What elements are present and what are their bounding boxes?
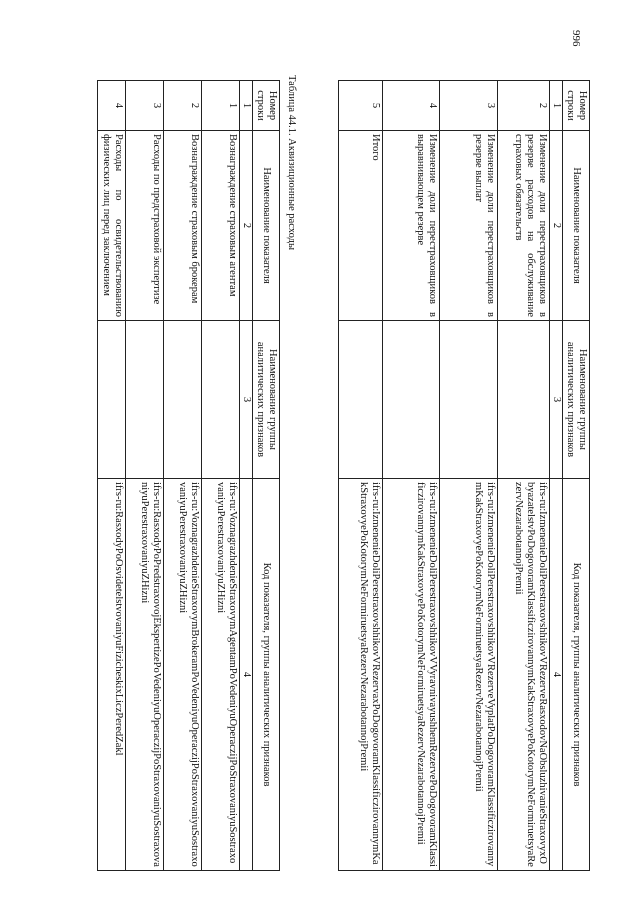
group-name (163, 321, 201, 479)
row-number: 3 (439, 81, 497, 131)
table-row (497, 81, 549, 871)
header-cell-indicator-name: Наименование показателя (252, 131, 279, 321)
acquisition-expenses-table (97, 80, 280, 871)
table-row (439, 81, 497, 871)
row-number: 1 (201, 81, 239, 131)
group-name (439, 321, 497, 479)
indicator-code: ifrs-ru:VoznagrazhdenieStraxovymBrokeramPoVedeniyuOperaczijPoStraxovaniyuSostraxovaniyuPerestraxovaniyuZHizni (163, 479, 201, 871)
header-cell-row-number: Номер строки (252, 81, 279, 131)
group-name (497, 321, 549, 479)
header-cell-group-name: Наименование группы аналитических признаков (562, 321, 589, 479)
page-number: 996 (570, 30, 582, 47)
table-row (201, 81, 239, 871)
indicator-code: ifrs-ru:RasxodyPoPredstraxovojEkspertizePoVedeniyuOperaczijPoStraxovaniyuSostraxovaniyuPerestraxovaniyuZHizni (125, 479, 163, 871)
header-cell-indicator-name: Наименование показателя (562, 131, 589, 321)
indicator-code: ifrs-ru:IzmenenieDoliPerestraxovshhikovVVyravnivayushhemRezervePoDogovoramKlassificzirovannymKakStraxovyePoKotorymNeFormiruetsyaRezervNezarabotannojPremii (382, 479, 439, 871)
column-number: 3 (549, 321, 562, 479)
indicator-name: Расходы по освидетельствованию физических лиц перед заключением (97, 131, 125, 321)
column-number: 1 (549, 81, 562, 131)
column-number: 4 (549, 479, 562, 871)
table-row (382, 81, 439, 871)
table-caption: Таблица 44.1. Аквизиционные расходы (286, 75, 297, 251)
header-cell-row-number: Номер строки (562, 81, 589, 131)
row-number: 2 (163, 81, 201, 131)
indicator-code: ifrs-ru:VoznagrazhdenieStraxovymAgentamPoVedeniyuOperaczijPoStraxovaniyuSostraxovaniyuPerestraxovaniyuZHizni (201, 479, 239, 871)
column-number-row (239, 81, 252, 871)
column-number: 2 (549, 131, 562, 321)
table-row (97, 81, 125, 871)
row-number: 5 (338, 81, 382, 131)
indicator-name: Вознаграждение страховым агентам (201, 131, 239, 321)
group-name (201, 321, 239, 479)
row-number: 2 (497, 81, 549, 131)
row-number: 3 (125, 81, 163, 131)
column-number: 3 (239, 321, 252, 479)
column-number: 4 (239, 479, 252, 871)
header-cell-code: Код показателя, группы аналитических признаков (252, 479, 279, 871)
indicator-name: Итого (338, 131, 382, 321)
group-name (338, 321, 382, 479)
indicator-name: Расходы по предстраховой экспертизе (125, 131, 163, 321)
indicator-name: Изменение доли перестраховщиков в резерве расходов на обслуживание страховых обязательств (497, 131, 549, 321)
group-name (125, 321, 163, 479)
column-number: 2 (239, 131, 252, 321)
column-number-row (549, 81, 562, 871)
row-number: 4 (382, 81, 439, 131)
indicator-name: Изменение доли перестраховщиков в выравнивающем резерве (382, 131, 439, 321)
row-number: 4 (97, 81, 125, 131)
indicator-name: Изменение доли перестраховщиков в резерве выплат (439, 131, 497, 321)
table-continued (338, 80, 590, 871)
indicator-code: ifrs-ru:IzmenenieDoliPerestraxovshhikovVRezervaxPoDogovoramKlassificzirovannymKakStraxovyePoKotorymNeFormiruetsyaRezervNezarabotannojPremii (338, 479, 382, 871)
rotated-content (100, 20, 590, 885)
indicator-code: ifrs-ru:IzmenenieDoliPerestraxovshhikovVRezerveVyplatPoDogovoramKlassificzirovannymKakStraxovyePoKotorymNeFormiruetsyaRezervNezarabotannojPremii (439, 479, 497, 871)
table-row (163, 81, 201, 871)
indicator-name: Вознаграждение страховым брокерам (163, 131, 201, 321)
indicator-code: ifrs-ru:IzmenenieDoliPerestraxovshhikovVRezerveRasxodovNaObsluzhivanieStraxovyxObyazatelstvPoDogovoramKlassificzirovannymKakStraxovyePoKotorymNeFormiruetsyaRezervNezarabotannojPremii (497, 479, 549, 871)
indicator-code: ifrs-ru:RasxodyPoOsvidetelstvovaniyuFizicheskixLiczPeredZakl (97, 479, 125, 871)
group-name (382, 321, 439, 479)
table-row (338, 81, 382, 871)
header-row (562, 81, 589, 871)
header-cell-group-name: Наименование группы аналитических признаков (252, 321, 279, 479)
group-name (97, 321, 125, 479)
table-row (125, 81, 163, 871)
header-row (252, 81, 279, 871)
column-number: 1 (239, 81, 252, 131)
header-cell-code: Код показателя, группы аналитических признаков (562, 479, 589, 871)
